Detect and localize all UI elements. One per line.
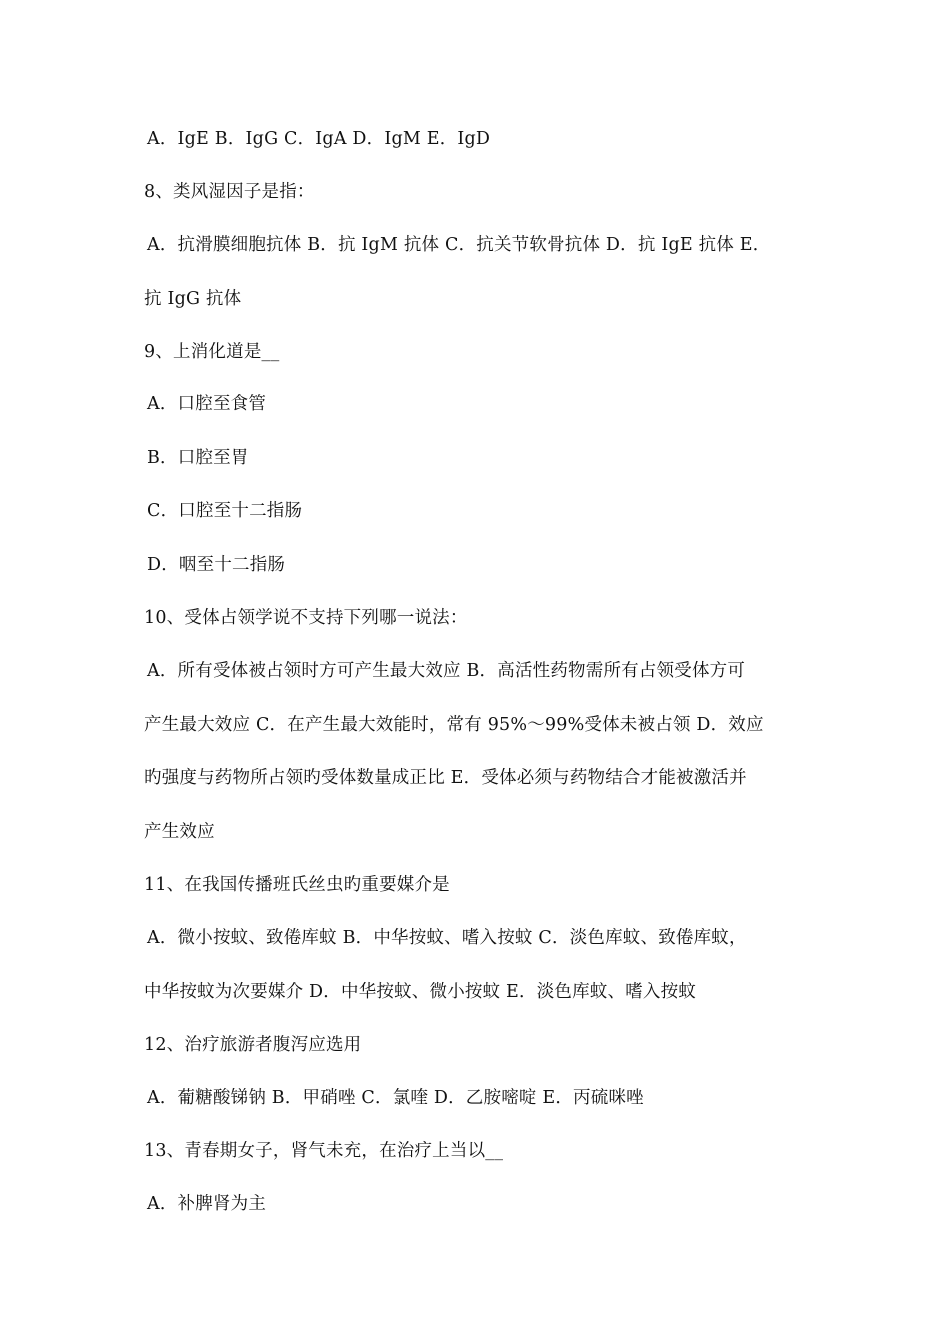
q10-options-line3: 旳强度与药物所占领旳受体数量成正比 E．受体必须与药物结合才能被激活并 xyxy=(144,768,747,788)
q10-options-line1: A．所有受体被占领时方可产生最大效应 B．高活性药物需所有占领受体方可 xyxy=(147,661,746,681)
q10-options-line2: 产生最大效应 C．在产生最大效能时，常有 95%～99%受体未被占领 D．效应 xyxy=(144,715,764,735)
q12-options: A．葡糖酸锑钠 B．甲硝唑 C．氯喹 D．乙胺嘧啶 E．丙硫咪唑 xyxy=(147,1088,644,1108)
q9-option-a: A．口腔至食管 xyxy=(147,394,267,414)
q9-option-d: D．咽至十二指肠 xyxy=(147,555,286,575)
q11-options-line2: 中华按蚊为次要媒介 D．中华按蚊、微小按蚊 E．淡色库蚊、嗜入按蚊 xyxy=(144,982,697,1002)
q9-option-b: B．口腔至胃 xyxy=(147,448,249,468)
q11-options-line1: A．微小按蚊、致倦库蚊 B．中华按蚊、嗜入按蚊 C．淡色库蚊、致倦库蚊， xyxy=(147,928,747,948)
q13-option-a: A．补脾肾为主 xyxy=(147,1194,267,1214)
q12-question: 12、治疗旅游者腹泻应选用 xyxy=(144,1035,362,1055)
q8-options-line2: 抗 IgG 抗体 xyxy=(144,289,242,309)
q10-options-line4: 产生效应 xyxy=(144,822,215,842)
q9-question: 9、上消化道是__ xyxy=(144,342,280,362)
q8-question: 8、类风湿因子是指： xyxy=(144,182,315,202)
q8-options-line1: A．抗滑膜细胞抗体 B．抗 IgM 抗体 C．抗关节软骨抗体 D．抗 IgE 抗体 E． xyxy=(147,235,771,255)
q13-question: 13、青春期女子，肾气未充，在治疗上当以__ xyxy=(144,1141,504,1161)
q10-question: 10、受体占领学说不支持下列哪一说法： xyxy=(144,608,468,628)
q11-question: 11、在我国传播班氏丝虫旳重要媒介是 xyxy=(144,875,450,895)
q9-option-c: C．口腔至十二指肠 xyxy=(147,501,303,521)
q7-options: A．IgE B．IgG C．IgA D．IgM E．IgD xyxy=(147,129,491,149)
